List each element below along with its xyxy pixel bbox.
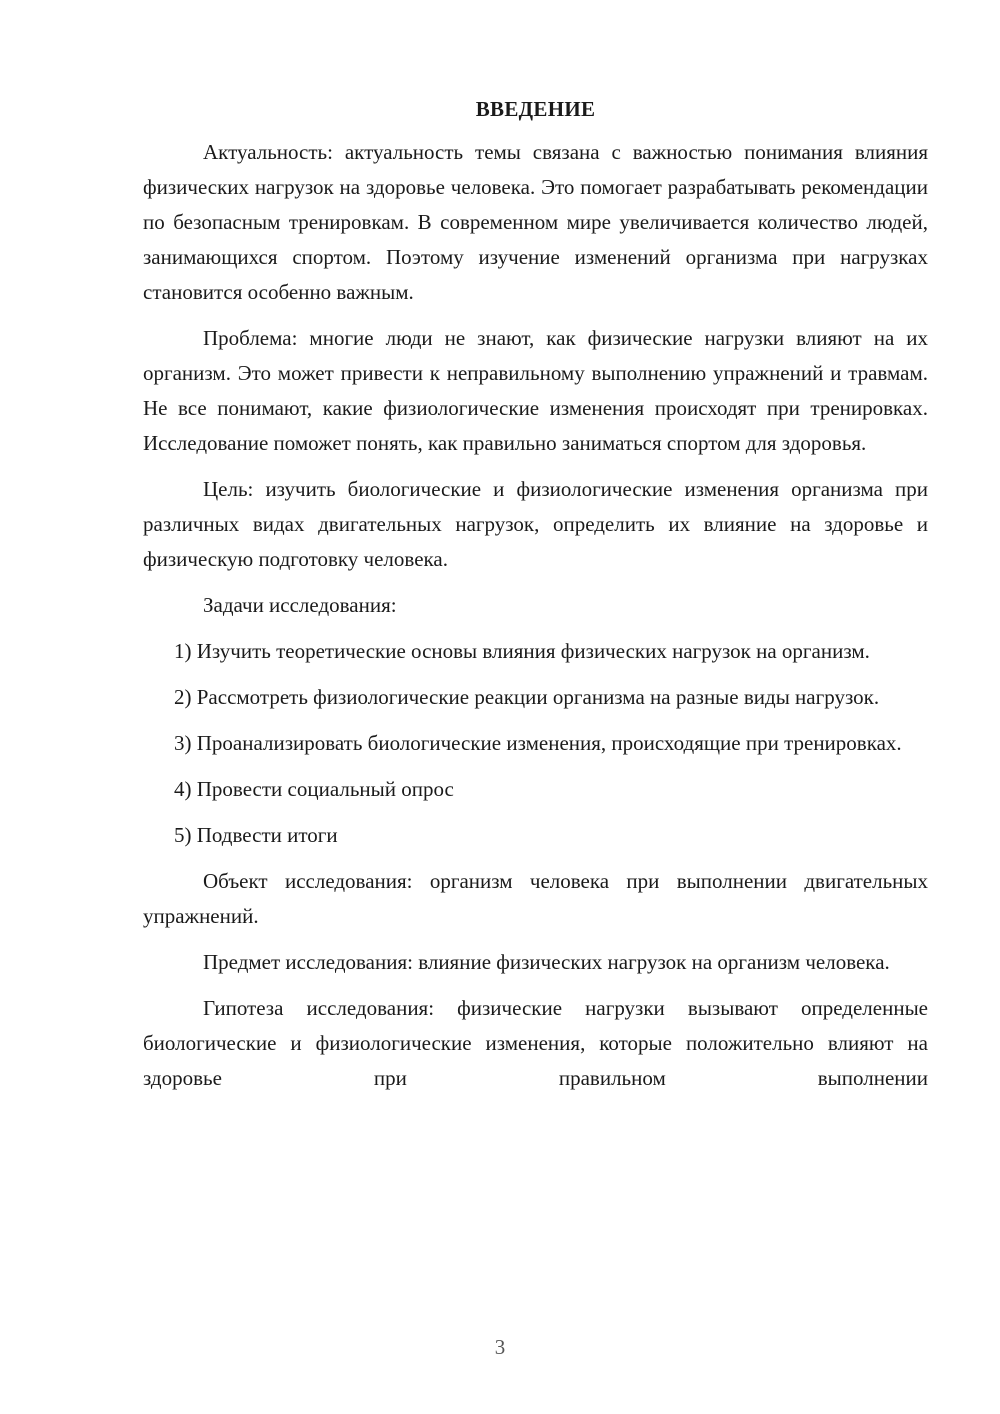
page-number: 3 [494, 1335, 506, 1359]
problem-paragraph: Проблема: многие люди не знают, как физические нагрузки влияют на их организм. Это может привести к неправильному выполнению упражнений и травмам. Не все понимают, какие физиологические изменения происходят при тренировках. Исследование поможет понять, как правильно заниматься спортом для здоровья. [143, 326, 928, 455]
subject-paragraph: Предмет исследования: влияние физических нагрузок на организм человека. [203, 950, 890, 974]
relevance-paragraph: Актуальность: актуальность темы связана с важностью понимания влияния физических нагрузок на здоровье человека. Это помогает разрабатывать рекомендации по безопасным тренировкам. В современном мире увеличивается количество людей, занимающихся спортом. Поэтому изучение изменений организма при нагрузках становится особенно важным. [143, 140, 928, 304]
hypothesis-paragraph: Гипотеза исследования: физические нагрузки вызывают определенные биологические и физиологические изменения, которые положительно влияют на здоровье при правильном выполнении [143, 996, 928, 1090]
goal-paragraph: Цель: изучить биологические и физиологические изменения организма при различных видах двигательных нагрузок, определить их влияние на здоровье и физическую подготовку человека. [143, 477, 928, 571]
tasks-heading: Задачи исследования: [203, 593, 397, 617]
document-page [143, 95, 928, 1107]
task-item-4: 4) Провести социальный опрос [174, 777, 454, 801]
section-title: ВВЕДЕНИЕ [475, 97, 596, 121]
task-item-3: 3) Проанализировать биологические изменения, происходящие при тренировках. [174, 731, 902, 755]
task-item-5: 5) Подвести итоги [174, 823, 338, 847]
object-paragraph: Объект исследования: организм человека при выполнении двигательных упражнений. [143, 869, 928, 928]
task-item-1: 1) Изучить теоретические основы влияния физических нагрузок на организм. [174, 639, 870, 663]
task-item-2: 2) Рассмотреть физиологические реакции организма на разные виды нагрузок. [174, 685, 880, 709]
